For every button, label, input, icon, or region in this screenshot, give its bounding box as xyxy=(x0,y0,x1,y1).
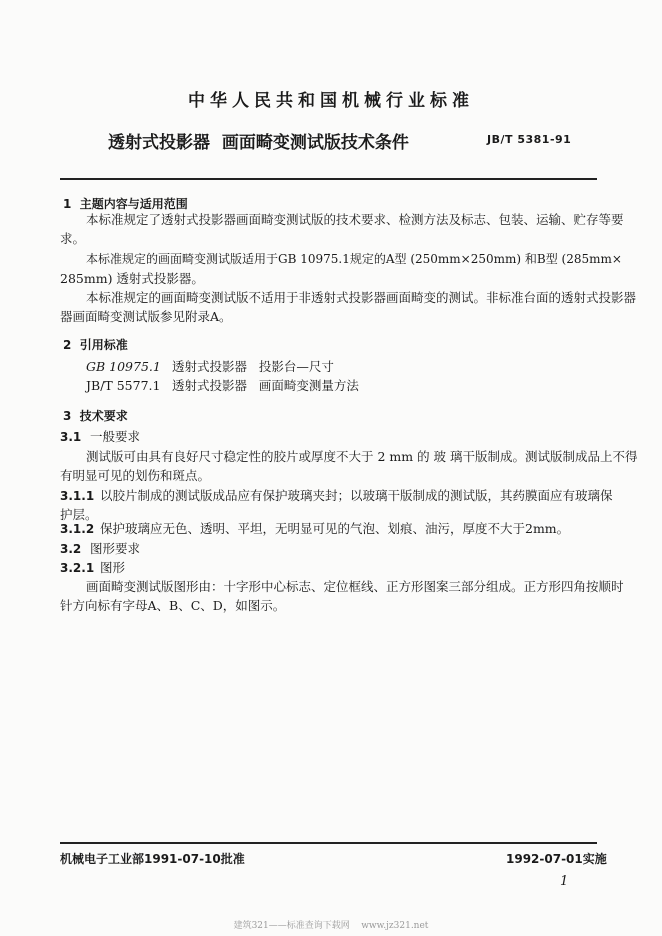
clause-number: 3.1.1 xyxy=(60,489,95,503)
paragraph-line: 护层。 xyxy=(60,507,98,522)
paragraph-line: 有明显可见的划伤和斑点。 xyxy=(60,468,211,483)
paragraph-line: 画面畸变测试版图形由：十字形中心标志、定位框线、正方形图案三部分组成。正方形四角按顺时 xyxy=(86,579,624,594)
paragraph-line: 本标准规定了透射式投影器画面畸变测试版的技术要求、检测方法及标志、包装、运输、贮存等要 xyxy=(86,212,624,227)
paragraph-line: 以胶片制成的测试版成品应有保护玻璃夹封；以玻璃干版制成的测试版，其药膜面应有玻璃保 xyxy=(100,488,613,503)
paragraph-line: 285mm) 透射式投影器。 xyxy=(60,271,204,286)
header-rule xyxy=(60,178,597,180)
implementation-date: 1992-07-01实施 xyxy=(506,852,607,866)
paragraph-line: 针方向标有字母A、B、C、D，如图示。 xyxy=(60,598,286,613)
clause-number: 3.2 xyxy=(60,542,82,556)
clause-number: 3.2.1 xyxy=(60,561,95,575)
clause-number: 3.1.2 xyxy=(60,522,95,536)
org-title: 中华人民共和国机械行业标准 xyxy=(188,91,474,111)
reference-title: 透射式投影器 投影台—尺寸 xyxy=(172,359,334,374)
clause-title: 一般要求 xyxy=(90,429,141,444)
clause-title: 图形要求 xyxy=(90,541,141,556)
document-code: JB/T 5381-91 xyxy=(487,133,572,146)
reference-title: 透射式投影器 画面畸变测量方法 xyxy=(172,378,359,393)
section-2-heading: 2 引用标准 xyxy=(63,338,128,352)
paragraph-line: 器画面畸变测试版参见附录A。 xyxy=(60,309,232,324)
paragraph-line: 本标准规定的画面畸变测试版不适用于非透射式投影器画面畸变的测试。非标准台面的透射式投影器 xyxy=(86,290,637,305)
clause-title: 图形 xyxy=(100,560,126,575)
section-3-heading: 3 技术要求 xyxy=(63,409,128,423)
paragraph-line: 本标准规定的画面畸变测试版适用于GB 10975.1规定的A型 (250mm×250mm) 和B型 (285mm× xyxy=(86,252,622,266)
clause-number: 3.1 xyxy=(60,430,82,444)
footer-rule xyxy=(60,842,597,844)
reference-code: JB/T 5577.1 xyxy=(86,378,161,393)
watermark: 建筑321——标准查询下载网 www.jz321.net xyxy=(233,921,429,931)
section-1-heading: 1 主题内容与适用范围 xyxy=(63,197,188,211)
approval-date: 机械电子工业部1991-07-10批准 xyxy=(60,852,245,866)
page-number: 1 xyxy=(560,874,569,889)
paragraph-line: 求。 xyxy=(60,231,86,246)
paragraph-line: 保护玻璃应无色、透明、平坦，无明显可见的气泡、划痕、油污，厚度不大于2mm。 xyxy=(100,521,570,536)
document-title: 透射式投影器 画面畸变测试版技术条件 xyxy=(108,133,409,153)
paragraph-line: 测试版可由具有良好尺寸稳定性的胶片或厚度不大于 2 mm 的 玻 璃干版制成。测试版制成品上不得 xyxy=(86,449,638,464)
reference-code: GB 10975.1 xyxy=(86,359,161,374)
